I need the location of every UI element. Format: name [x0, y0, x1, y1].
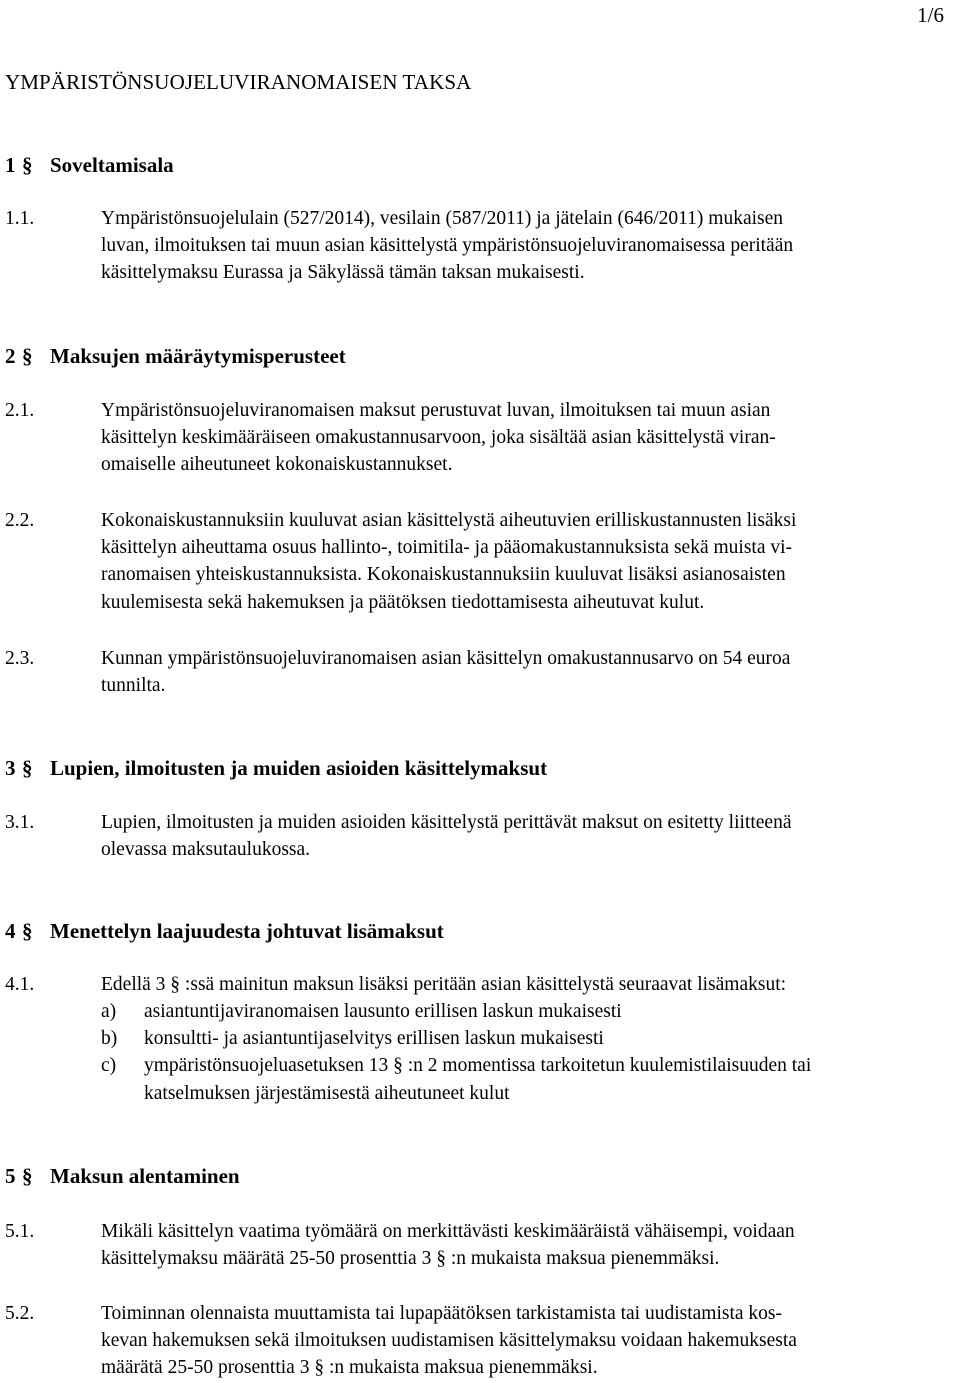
paragraph-3-1	[5, 809, 957, 863]
section-number: 2	[5, 344, 16, 368]
text-line: ranomaisen yhteiskustannuksista. Kokonaiskustannuksiin kuuluvat lisäksi asianosaisten	[101, 564, 786, 586]
section-number: 4	[5, 919, 16, 943]
text-line: Ympäristönsuojelulain (527/2014), vesilain (587/2011) ja jätelain (646/2011) mukaisen	[101, 208, 784, 229]
section-sign: §	[22, 919, 33, 943]
list-item	[101, 998, 957, 1025]
section-heading-4	[5, 918, 444, 944]
text-line: Mikäli käsittelyn vaatima työmäärä on merkittävästi keskimääräistä vähäisempi, voidaan	[101, 1221, 795, 1242]
paragraph-text	[101, 397, 957, 479]
text-line: käsittelymaksu Eurassa ja Säkylässä tämän taksan mukaisesti.	[101, 262, 585, 284]
section-heading-5	[5, 1163, 240, 1189]
section-heading-3	[5, 755, 547, 781]
paragraph-2-3	[5, 645, 957, 699]
text-line: käsittelyn aiheuttama osuus hallinto-, toimitila- ja pääomakustannuksista sekä muista vi-	[101, 537, 793, 559]
paragraph-4-1	[5, 971, 957, 998]
section-number: 3	[5, 756, 16, 780]
paragraph-text	[101, 971, 957, 998]
section-number: 1	[5, 153, 16, 177]
paragraph-number: 2.2.	[5, 510, 35, 531]
additional-fees-list	[101, 998, 957, 1107]
section-sign: §	[22, 756, 33, 780]
paragraph-2-2	[5, 507, 957, 616]
text-line: ympäristönsuojeluasetuksen 13 § :n 2 momentissa tarkoitetun kuulemistilaisuuden tai	[144, 1055, 812, 1077]
text-line: Ympäristönsuojeluviranomaisen maksut perustuvat luvan, ilmoituksen tai muun asian	[101, 400, 771, 421]
text-line: määrätä 25-50 prosenttia 3 § :n mukaista maksua pienemmäksi.	[101, 1357, 598, 1379]
paragraph-number: 4.1.	[5, 974, 35, 995]
text-line: katselmuksen järjestämisestä aiheutuneet kulut	[144, 1082, 510, 1104]
section-title: Menettelyn laajuudesta johtuvat lisämaksut	[50, 919, 444, 943]
text-line: luvan, ilmoituksen tai muun asian käsittelystä ympäristönsuojeluviranomaisessa peritään	[101, 235, 794, 257]
paragraph-text	[101, 645, 957, 699]
paragraph-text	[101, 1218, 957, 1272]
text-line: olevassa maksutaulukossa.	[101, 839, 311, 861]
text-line: käsittelyn keskimääräiseen omakustannusarvoon, joka sisältää asian käsittelystä viran-	[101, 427, 776, 449]
text-line: asiantuntijaviranomaisen lausunto erillisen laskun mukaisesti	[144, 1001, 622, 1022]
text-line: kevan hakemuksen sekä ilmoituksen uudistamisen käsittelymaksu voidaan hakemuksesta	[101, 1330, 797, 1352]
paragraph-5-1	[5, 1218, 957, 1272]
section-heading-1	[5, 152, 174, 178]
paragraph-number: 3.1.	[5, 812, 35, 833]
text-line: Kunnan ympäristönsuojeluviranomaisen asian käsittelyn omakustannusarvo on 54 euroa	[101, 648, 791, 669]
text-line: käsittelymaksu määrätä 25-50 prosenttia 3 § :n mukaista maksua pienemmäksi.	[101, 1248, 720, 1270]
text-line: Edellä 3 § :ssä mainitun maksun lisäksi peritään asian käsittelystä seuraavat lisämaksut:	[101, 974, 787, 995]
text-line: Lupien, ilmoitusten ja muiden asioiden käsittelystä perittävät maksut on esitetty liitteenä	[101, 812, 792, 833]
list-marker: b)	[101, 1028, 118, 1050]
paragraph-number: 2.3.	[5, 648, 35, 669]
list-item	[101, 1025, 957, 1052]
section-title: Maksujen määräytymisperusteet	[50, 344, 346, 368]
section-title: Lupien, ilmoitusten ja muiden asioiden käsittelymaksut	[50, 756, 548, 780]
paragraph-text	[101, 1300, 957, 1382]
paragraph-number: 5.1.	[5, 1221, 35, 1242]
section-number: 5	[5, 1164, 16, 1188]
list-marker: c)	[101, 1055, 117, 1077]
paragraph-number: 2.1.	[5, 400, 35, 421]
section-sign: §	[22, 344, 33, 368]
paragraph-text	[101, 809, 957, 863]
section-sign: §	[22, 153, 33, 177]
document-title: YMPÄRISTÖNSUOJELUVIRANOMAISEN TAKSA	[5, 70, 472, 94]
text-line: Toiminnan olennaista muuttamista tai lupapäätöksen tarkistamista tai uudistamista kos-	[101, 1303, 782, 1324]
paragraph-number: 1.1.	[5, 208, 35, 229]
section-title: Soveltamisala	[50, 153, 174, 177]
list-marker: a)	[101, 1001, 117, 1022]
paragraph-text	[101, 205, 957, 287]
section-title: Maksun alentaminen	[50, 1164, 240, 1188]
paragraph-text	[101, 507, 957, 616]
paragraph-number: 5.2.	[5, 1303, 35, 1324]
paragraph-5-2	[5, 1300, 957, 1382]
text-line: omaiselle aiheutuneet kokonaiskustannukset.	[101, 454, 453, 476]
text-line: konsultti- ja asiantuntijaselvitys erillisen laskun mukaisesti	[144, 1028, 604, 1050]
text-line: Kokonaiskustannuksiin kuuluvat asian käsittelystä aiheutuvien erilliskustannusten lisäksi	[101, 510, 797, 531]
text-line: tunnilta.	[101, 675, 166, 697]
text-line: kuulemisesta sekä hakemuksen ja päätöksen tiedottamisesta aiheutuvat kulut.	[101, 591, 705, 613]
page-number: 1/6	[917, 3, 944, 27]
list-item	[101, 1052, 957, 1106]
paragraph-1-1	[5, 205, 957, 287]
paragraph-2-1	[5, 397, 957, 479]
section-heading-2	[5, 343, 346, 369]
section-sign: §	[22, 1164, 33, 1188]
